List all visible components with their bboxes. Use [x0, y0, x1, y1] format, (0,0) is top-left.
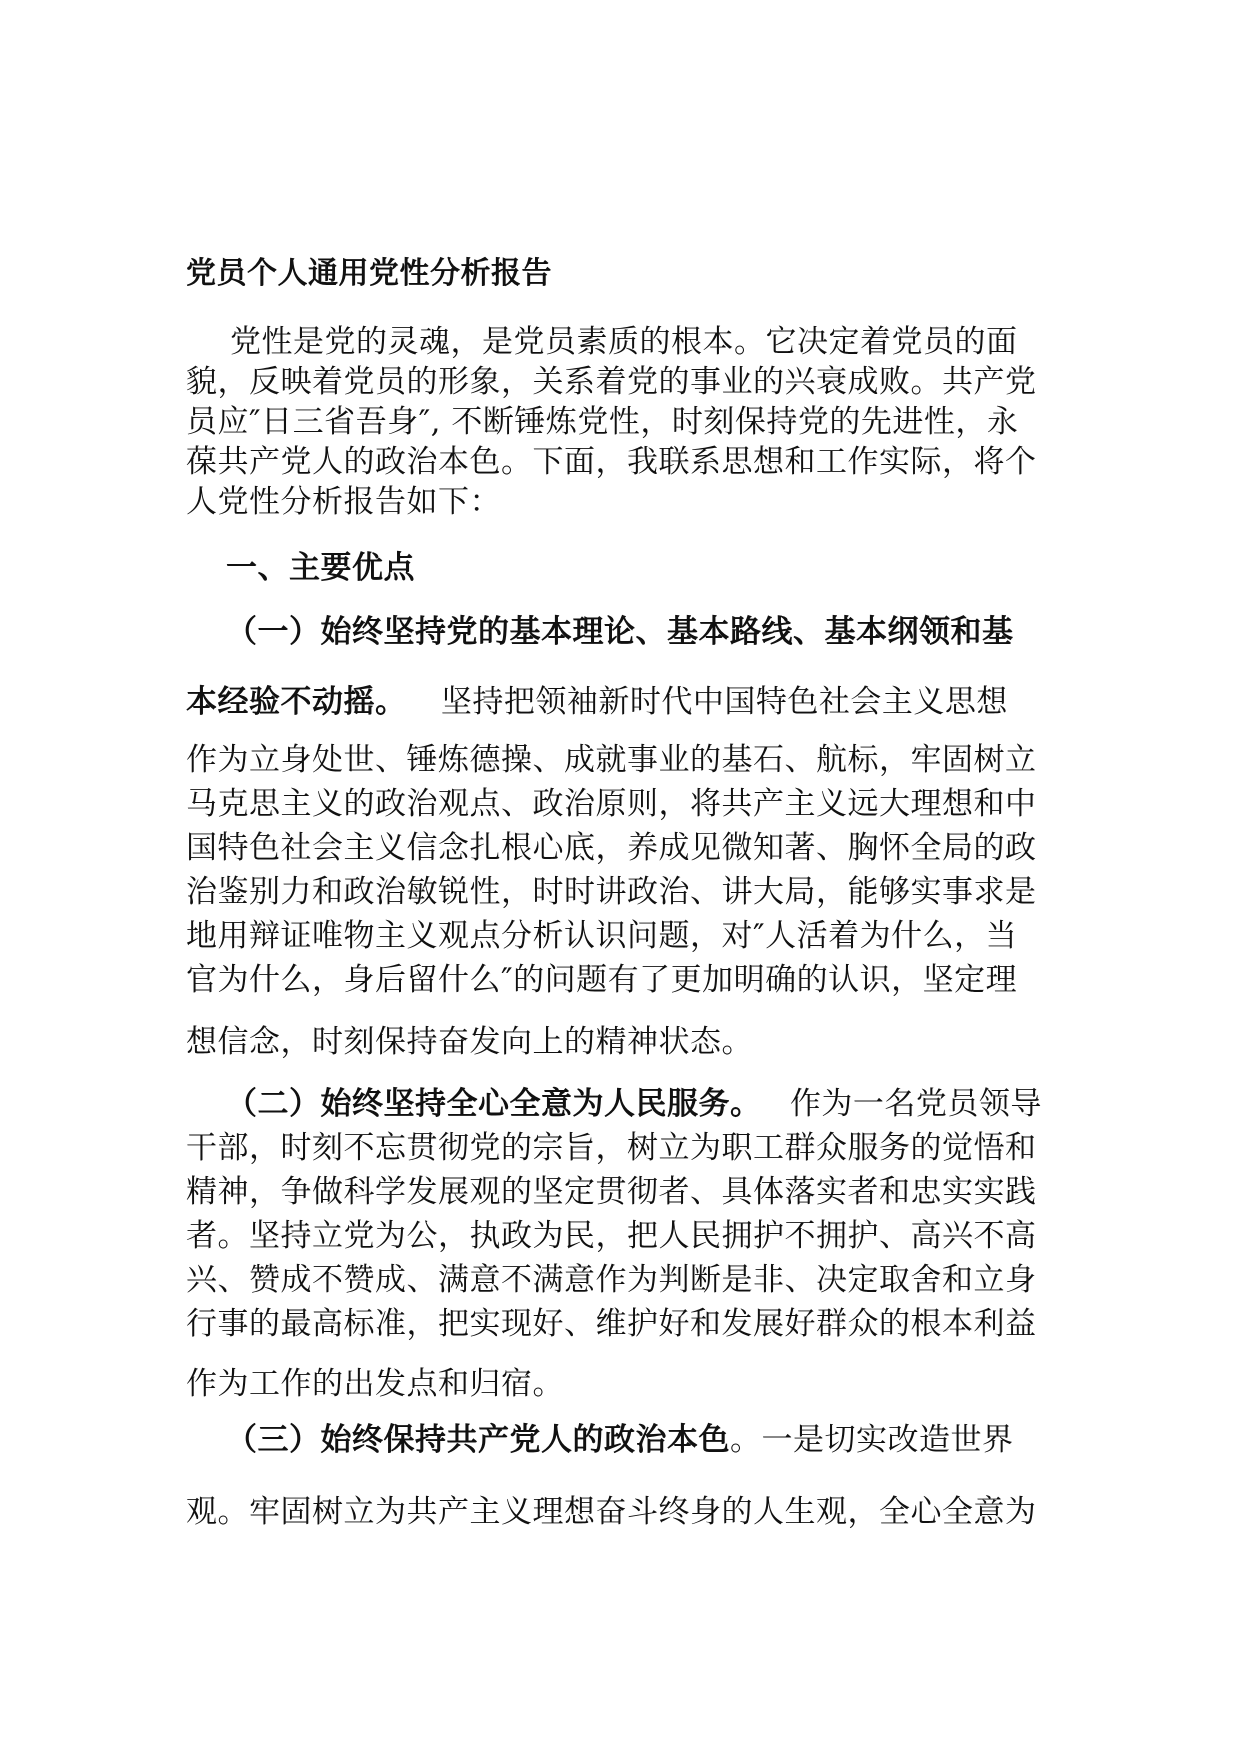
item1-line-2-text: 坚持把领袖新时代中国特色社会主义思想 — [440, 684, 1008, 720]
item2-heading: （二）始终坚持全心全意为人民服务。 — [226, 1086, 762, 1122]
intro-line-1: 党性是党的灵魂，是党员素质的根本。它决定着党员的面 — [230, 324, 1018, 360]
intro-line-3: 员应″日三省吾身″, 不断锤炼党性，时刻保持党的先进性，永 — [186, 404, 1019, 440]
item2-line-1 — [226, 1084, 1042, 1124]
item1-heading-line-1: （一）始终坚持党的基本理论、基本路线、基本纲领和基 — [226, 614, 1014, 650]
item2-body-line: 作为工作的出发点和归宿。 — [186, 1366, 564, 1402]
item1-line-2 — [186, 682, 1008, 722]
item2-body-line: 精神，争做科学发展观的坚定贯彻者、具体落实者和忠实实践 — [186, 1174, 1037, 1210]
section-heading-1: 一、主要优点 — [226, 550, 415, 586]
intro-line-2: 貌，反映着党员的形象，关系着党的事业的兴衰成败。共产党 — [186, 364, 1037, 400]
item3-line-1-text: 。一是切实改造世界 — [730, 1422, 1014, 1458]
item1-heading-line-2: 本经验不动摇。 — [186, 684, 407, 720]
item2-body-line: 者。坚持立党为公，执政为民，把人民拥护不拥护、高兴不高 — [186, 1218, 1037, 1254]
document-title: 党员个人通用党性分析报告 — [186, 256, 552, 291]
item2-body-line: 干部，时刻不忘贯彻党的宗旨，树立为职工群众服务的觉悟和 — [186, 1130, 1037, 1166]
item1-body-line: 官为什么，身后留什么″的问题有了更加明确的认识，坚定理 — [186, 962, 1018, 998]
intro-line-5: 人党性分析报告如下： — [186, 484, 501, 520]
intro-line-4: 葆共产党人的政治本色。下面，我联系思想和工作实际，将个 — [186, 444, 1037, 480]
item3-heading: （三）始终保持共产党人的政治本色 — [226, 1422, 730, 1458]
item1-body-line: 马克思主义的政治观点、政治原则，将共产主义远大理想和中 — [186, 786, 1037, 822]
item2-body-line: 兴、赞成不赞成、满意不满意作为判断是非、决定取舍和立身 — [186, 1262, 1037, 1298]
item1-body-line: 作为立身处世、锤炼德操、成就事业的基石、航标，牢固树立 — [186, 742, 1037, 778]
item3-line-1 — [226, 1420, 1014, 1460]
item3-body-line: 观。牢固树立为共产主义理想奋斗终身的人生观，全心全意为 — [186, 1494, 1037, 1530]
item1-body-line: 治鉴别力和政治敏锐性，时时讲政治、讲大局，能够实事求是 — [186, 874, 1037, 910]
item1-body-line: 想信念，时刻保持奋发向上的精神状态。 — [186, 1024, 753, 1060]
item2-body-line: 行事的最高标准，把实现好、维护好和发展好群众的根本利益 — [186, 1306, 1037, 1342]
item1-body-line: 地用辩证唯物主义观点分析认识问题，对″人活着为什么，当 — [186, 918, 1018, 954]
item2-line-1-text: 作为一名党员领导 — [789, 1086, 1042, 1122]
item1-body-line: 国特色社会主义信念扎根心底，养成见微知著、胸怀全局的政 — [186, 830, 1037, 866]
